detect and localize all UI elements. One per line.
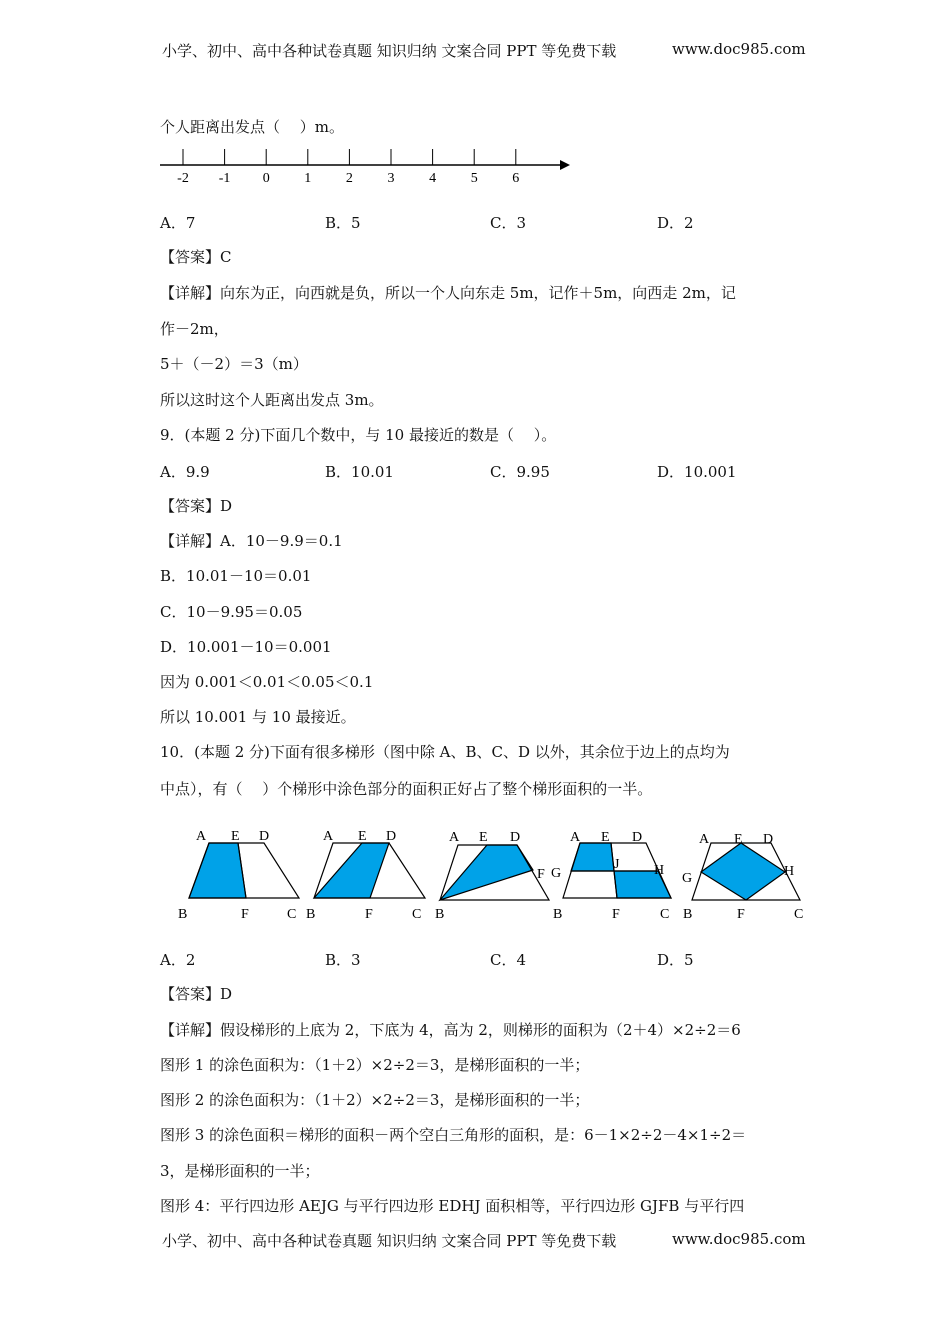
- header-text: 小学、初中、高中各种试卷真题 知识归纳 文案合同 PPT 等免费下载: [162, 42, 617, 60]
- q9-option-b: B．10.01: [325, 463, 394, 481]
- trapezoid-figure-3: [440, 845, 549, 900]
- svg-text:H: H: [654, 863, 665, 878]
- svg-text:C: C: [287, 907, 297, 922]
- q8-answer: 【答案】C: [160, 248, 232, 266]
- number-line-label: 3: [387, 171, 395, 186]
- q10-option-d: D．5: [657, 951, 694, 969]
- svg-text:B: B: [435, 907, 445, 922]
- q10-detail: 图形 3 的涂色面积＝梯形的面积－两个空白三角形的面积，是：6－1×2÷2－4×1÷2＝: [160, 1126, 747, 1144]
- svg-text:F: F: [537, 867, 545, 882]
- svg-text:F: F: [612, 907, 620, 922]
- q8-stem: 个人距离出发点（ ）m。: [160, 118, 344, 136]
- q9-detail: 【详解】A．10－9.9＝0.1: [160, 532, 343, 550]
- svg-text:B: B: [178, 907, 188, 922]
- number-line-label: 1: [304, 171, 312, 186]
- q9-detail: 所以 10.001 与 10 最接近。: [160, 708, 356, 726]
- number-line-label: 4: [429, 171, 437, 186]
- svg-text:B: B: [683, 907, 693, 922]
- q10-detail: 图形 1 的涂色面积为：（1＋2）×2÷2＝3，是梯形面积的一半；: [160, 1056, 590, 1074]
- svg-text:A: A: [570, 830, 581, 845]
- q8-option-d: D．2: [657, 214, 694, 232]
- svg-text:J: J: [614, 857, 620, 872]
- svg-text:B: B: [553, 907, 563, 922]
- q8-option-b: B．5: [325, 214, 361, 232]
- trapezoid-figure-2: [314, 843, 425, 898]
- svg-text:F: F: [365, 907, 373, 922]
- q9-answer: 【答案】D: [160, 497, 233, 515]
- svg-text:D: D: [259, 829, 270, 844]
- svg-text:G: G: [551, 866, 562, 881]
- q10-option-c: C．4: [490, 951, 527, 969]
- number-line-label: 6: [512, 171, 520, 186]
- number-line-label: 0: [262, 171, 270, 186]
- svg-text:B: B: [306, 907, 316, 922]
- svg-text:C: C: [794, 907, 804, 922]
- footer-url[interactable]: www.doc985.com: [672, 1230, 806, 1248]
- svg-text:H: H: [784, 864, 795, 879]
- footer-text: 小学、初中、高中各种试卷真题 知识归纳 文案合同 PPT 等免费下载: [162, 1232, 617, 1250]
- svg-text:D: D: [632, 830, 643, 845]
- svg-text:D: D: [763, 832, 774, 847]
- number-line-label: 2: [345, 171, 353, 186]
- svg-text:G: G: [682, 871, 693, 886]
- svg-text:A: A: [196, 829, 207, 844]
- svg-text:E: E: [601, 830, 610, 845]
- svg-text:A: A: [449, 830, 460, 845]
- q8-detail: 作－2m，: [160, 320, 229, 338]
- svg-text:A: A: [699, 832, 710, 847]
- svg-text:C: C: [412, 907, 422, 922]
- svg-text:E: E: [734, 832, 743, 847]
- q10-answer: 【答案】D: [160, 985, 233, 1003]
- q10-detail: 图形 2 的涂色面积为：（1＋2）×2÷2＝3，是梯形面积的一半；: [160, 1091, 590, 1109]
- svg-text:C: C: [660, 907, 670, 922]
- q10-option-b: B．3: [325, 951, 361, 969]
- svg-text:E: E: [231, 829, 240, 844]
- q8-option-a: A．7: [160, 214, 196, 232]
- q9-detail: B．10.01－10＝0.01: [160, 567, 312, 585]
- q10-stem: 10．(本题 2 分)下面有很多梯形（图中除 A、B、C、D 以外，其余位于边上的点均为: [160, 743, 730, 761]
- svg-text:E: E: [479, 830, 488, 845]
- svg-text:A: A: [323, 829, 334, 844]
- q8-detail: 所以这时这个人距离出发点 3m。: [160, 391, 384, 409]
- q10-detail: 【详解】假设梯形的上底为 2，下底为 4，高为 2，则梯形的面积为（2＋4）×2÷2＝6: [160, 1021, 741, 1039]
- trapezoid-figure-1: [189, 843, 299, 898]
- q9-option-a: A．9.9: [160, 463, 210, 481]
- number-line-label: -2: [177, 171, 189, 186]
- q10-option-a: A．2: [160, 951, 196, 969]
- q10-detail: 3，是梯形面积的一半；: [160, 1162, 320, 1180]
- q9-detail: C．10－9.95＝0.05: [160, 603, 303, 621]
- q8-option-c: C．3: [490, 214, 527, 232]
- svg-text:E: E: [358, 829, 367, 844]
- svg-text:D: D: [386, 829, 397, 844]
- number-line-label: -1: [218, 171, 231, 186]
- q9-detail: 因为 0.001＜0.01＜0.05＜0.1: [160, 673, 374, 691]
- number-line-label: 5: [470, 171, 478, 186]
- svg-text:F: F: [241, 907, 249, 922]
- q10-detail: 图形 4：平行四边形 AEJG 与平行四边形 EDHJ 面积相等，平行四边形 GJFB 与平行四: [160, 1197, 745, 1215]
- q8-detail: 5＋（－2）＝3（m）: [160, 355, 308, 373]
- q8-detail: 【详解】向东为正，向西就是负，所以一个人向东走 5m，记作＋5m，向西走 2m，记: [160, 284, 736, 302]
- q10-stem: 中点），有（ ）个梯形中涂色部分的面积正好占了整个梯形面积的一半。: [160, 780, 653, 798]
- q9-stem: 9．(本题 2 分)下面几个数中，与 10 最接近的数是（ ）。: [160, 426, 557, 444]
- q9-option-c: C．9.95: [490, 463, 550, 481]
- header-url[interactable]: www.doc985.com: [672, 40, 806, 58]
- svg-text:D: D: [510, 830, 521, 845]
- q9-detail: D．10.001－10＝0.001: [160, 638, 332, 656]
- svg-text:F: F: [737, 907, 745, 922]
- q9-option-d: D．10.001: [657, 463, 737, 481]
